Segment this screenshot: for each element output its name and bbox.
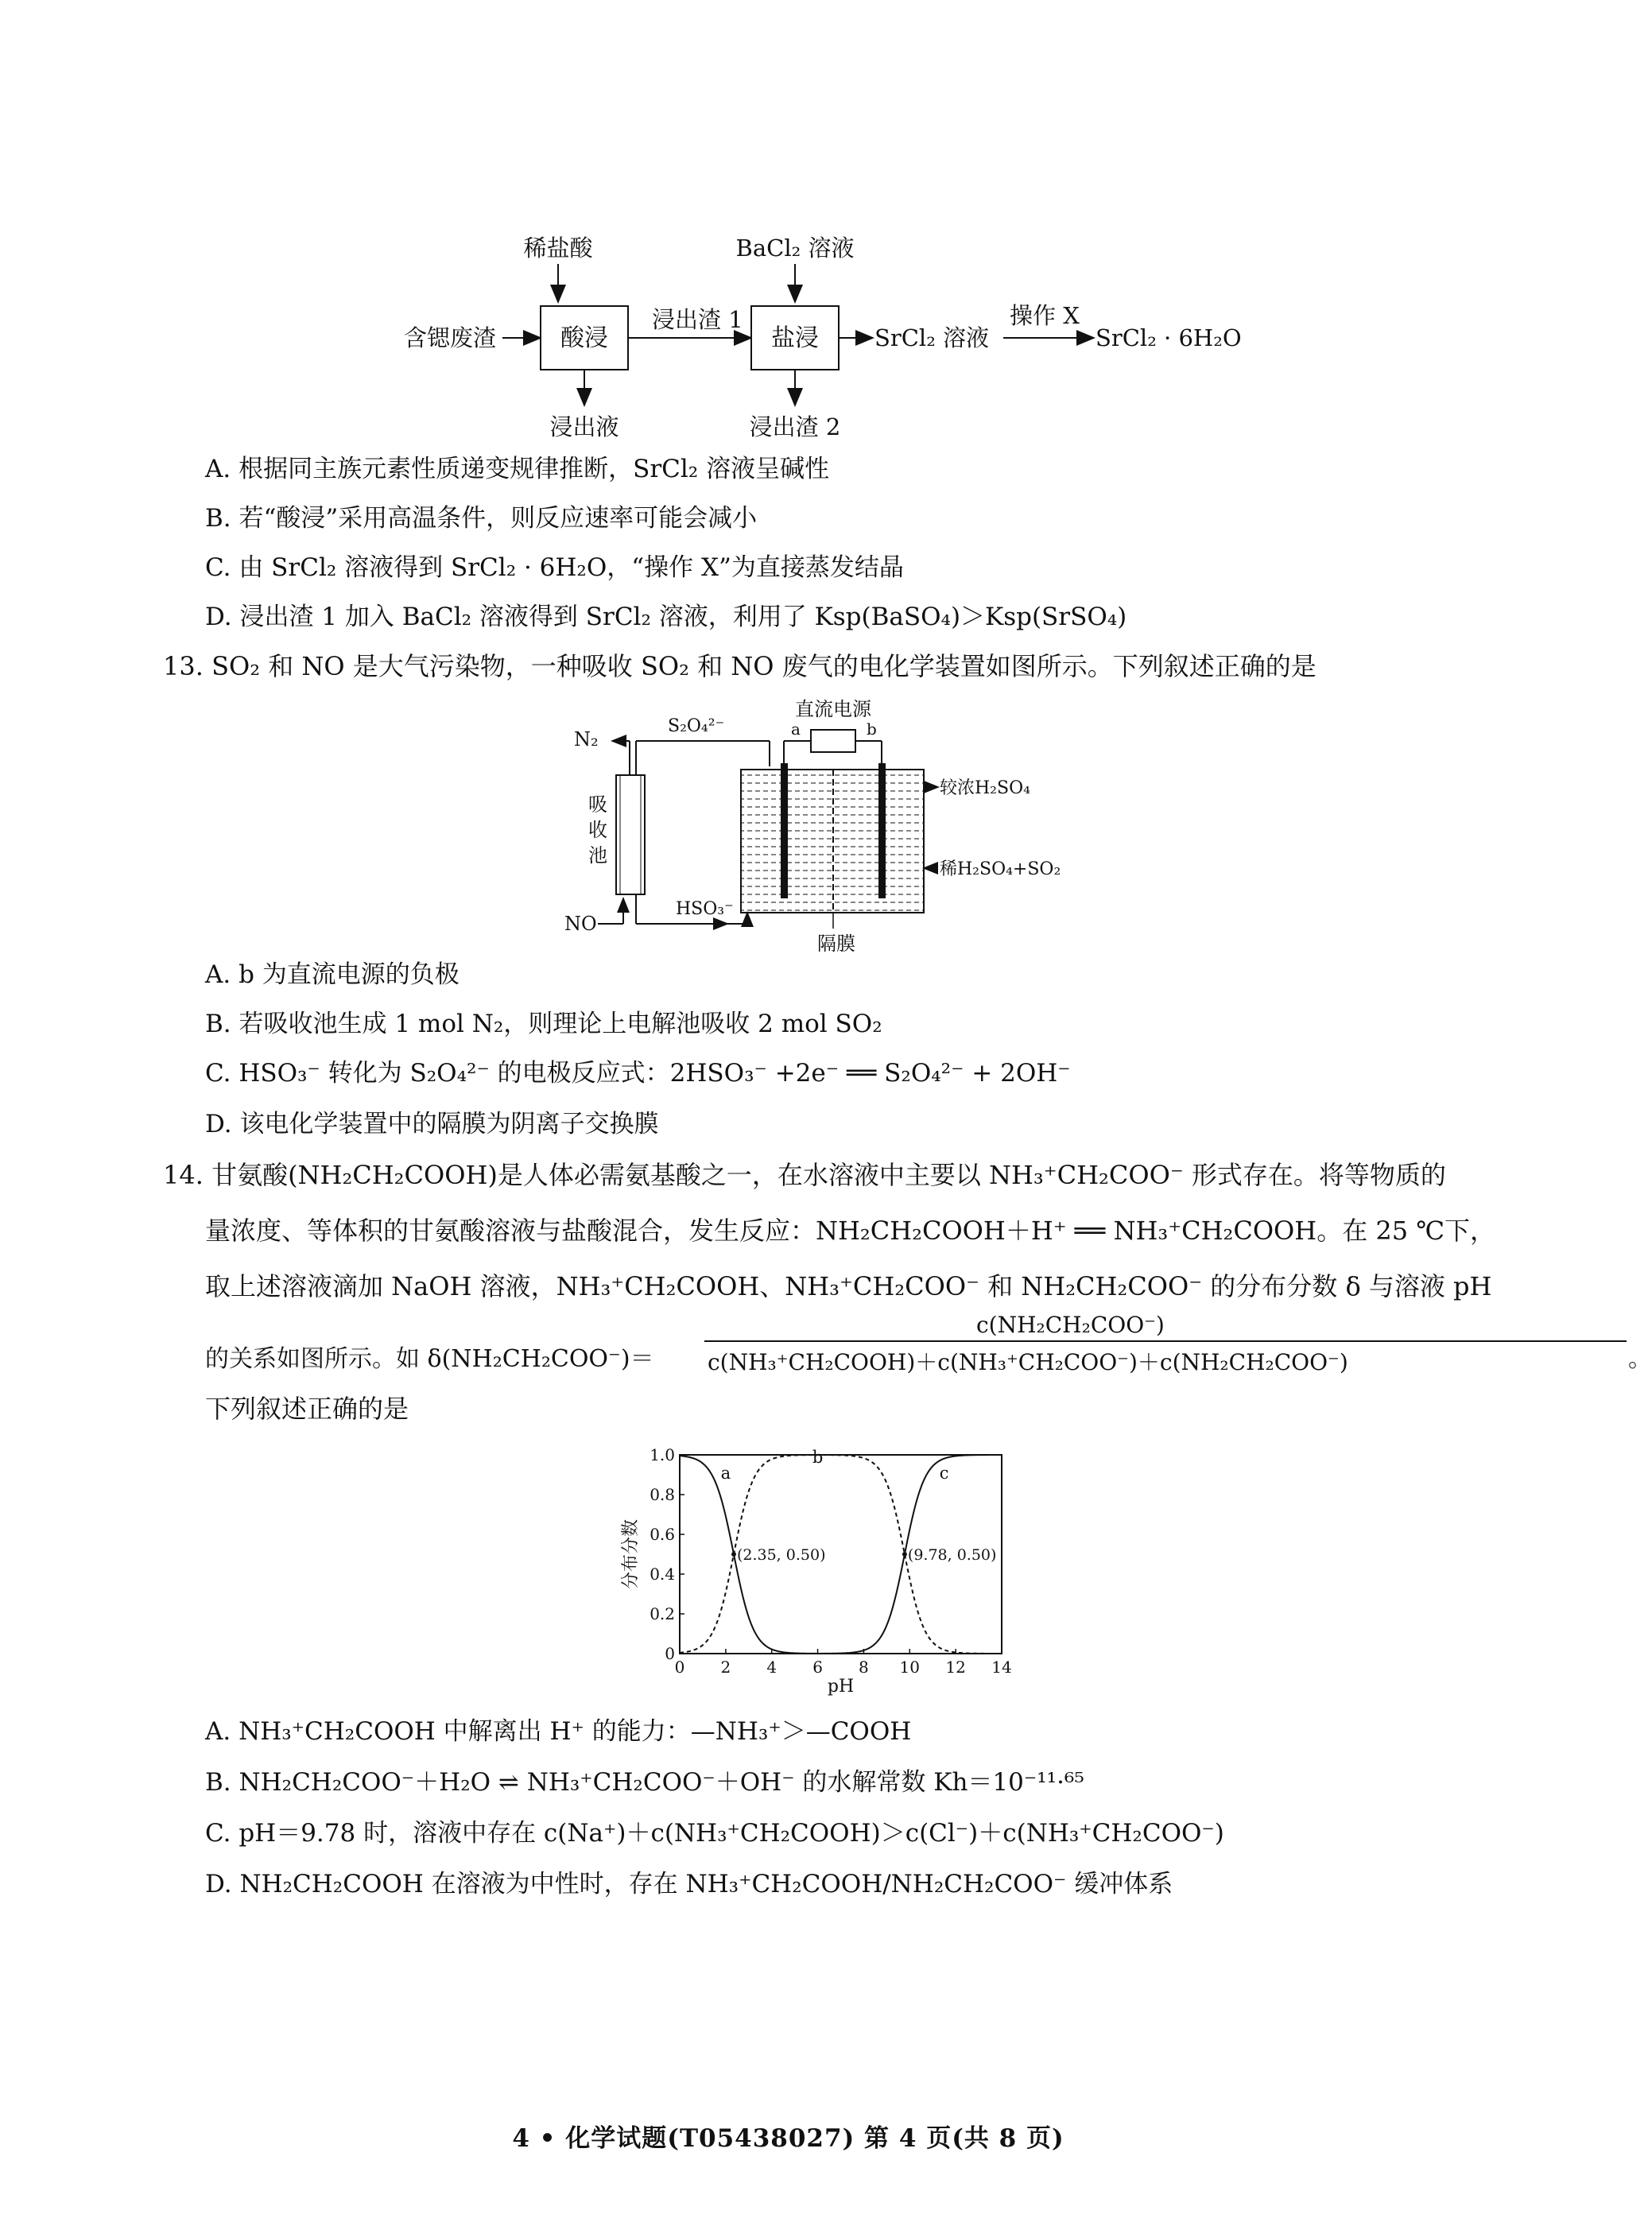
y-tick-label: 0.4 [650,1565,675,1584]
terminal-a-label: a [791,719,801,739]
y-tick-label: 0.6 [650,1525,675,1544]
y-tick-label: 1.0 [650,1445,675,1464]
absorber-label-3: 池 [588,844,607,867]
q13-option-c: C. HSO₃⁻ 转化为 S₂O₄²⁻ 的电极反应式：2HSO₃⁻ +2e⁻ ══ S₂O₄²⁻ + 2OH⁻ [205,1059,1071,1088]
q12-option-c: C. 由 SrCl₂ 溶液得到 SrCl₂ · 6H₂O，“操作 X”为直接蒸发结晶 [205,553,904,582]
q14-stem-line-2: 量浓度、等体积的甘氨酸溶液与盐酸混合，发生反应：NH₂CH₂COOH＋H⁺ ══ NH₃⁺CH₂COOH。在 25 ℃下， [205,1216,1496,1246]
q14-stem-line-3: 取上述溶液滴加 NaOH 溶液，NH₃⁺CH₂COOH、NH₃⁺CH₂COO⁻ 和 NH₂CH₂COO⁻ 的分布分数 δ 与溶液 pH [205,1271,1492,1301]
feed-label: 含锶废渣 [404,324,497,351]
conc-acid-label: 较浓H₂SO₄ [940,778,1030,798]
hso3-label: HSO₃⁻ [676,899,734,919]
s2o4-label: S₂O₄²⁻ [668,716,725,736]
electrode-right [878,763,886,898]
distribution-chart [604,1439,1018,1701]
x-tick-label: 2 [720,1658,731,1677]
process-flowchart [382,223,1272,445]
q12-option-a: A. 根据同主族元素性质递变规律推断，SrCl₂ 溶液呈碱性 [205,455,830,483]
q13-stem: 13. SO₂ 和 NO 是大气污染物，一种吸收 SO₂ 和 NO 废气的电化学装置如图所示。下列叙述正确的是 [163,651,1317,681]
input-acid: 稀盐酸 [523,235,593,262]
formula-prefix: 的关系如图所示。如 δ(NH₂CH₂COO⁻)＝ [205,1345,654,1373]
formula-suffix: 。 [1628,1345,1652,1373]
q13-option-d: D. 该电化学装置中的隔膜为阴离子交换膜 [205,1110,659,1138]
no-label: NO [564,913,597,935]
intersection-annotation: (9.78, 0.50) [907,1546,997,1564]
salt-leach-label: 盐浸 [771,324,819,352]
series-a-label: a [720,1464,731,1483]
x-axis-label: pH [827,1677,855,1697]
operation-x-label: 操作 X [1010,302,1080,329]
q12-option-d: D. 浸出渣 1 加入 BaCl₂ 溶液得到 SrCl₂ 溶液，利用了 Ksp(BaSO₄)＞Ksp(SrSO₄) [205,603,1127,631]
formula-denominator: c(NH₃⁺CH₂COOH)＋c(NH₃⁺CH₂COO⁻)＋c(NH₂CH₂COO⁻) [708,1349,1348,1375]
power-supply [811,730,855,752]
x-tick-label: 12 [945,1658,966,1677]
electrochemical-device-diagram [556,700,1113,954]
absorber-label-2: 收 [588,819,607,841]
y-axis-label: 分布分数 [621,1518,641,1590]
q13-option-b: B. 若吸收池生成 1 mol N₂，则理论上电解池吸收 2 mol SO₂ [205,1010,882,1038]
intersection-point [902,1552,907,1557]
intersection-annotation: (2.35, 0.50) [736,1546,826,1564]
y-tick-label: 0 [665,1644,675,1663]
y-tick-label: 0.8 [650,1485,675,1504]
product2-label: SrCl₂ · 6H₂O [1096,324,1242,351]
x-tick-label: 0 [674,1658,685,1677]
series-b-label: b [812,1448,824,1467]
series-c-label: c [939,1464,949,1483]
x-tick-label: 8 [859,1658,869,1677]
q13-option-a: A. b 为直流电源的负极 [205,960,460,989]
electrode-left [781,763,788,898]
input-bacl2: BaCl₂ 溶液 [735,235,855,262]
y-tick-label: 0.2 [650,1604,675,1623]
product1-label: SrCl₂ 溶液 [874,324,990,351]
residue1-label: 浸出渣 1 [652,306,743,333]
leachate-label: 浸出液 [549,413,619,440]
q14-option-a: A. NH₃⁺CH₂COOH 中解离出 H⁺ 的能力：—NH₃⁺＞—COOH [205,1717,912,1746]
q14-option-b: B. NH₂CH₂COO⁻＋H₂O ⇌ NH₃⁺CH₂COO⁻＋OH⁻ 的水解常数 Kh＝10⁻¹¹·⁶⁵ [205,1768,1084,1797]
q14-stem-line-1: 14. 甘氨酸(NH₂CH₂COOH)是人体必需氨基酸之一，在水溶液中主要以 NH₃⁺CH₂COO⁻ 形式存在。将等物质的 [163,1160,1446,1190]
x-tick-label: 6 [812,1658,823,1677]
x-tick-label: 14 [991,1658,1012,1677]
acid-leach-label: 酸浸 [560,324,608,352]
residue2-label: 浸出渣 2 [749,413,841,440]
dilute-acid-label: 稀H₂SO₄+SO₂ [940,859,1061,879]
terminal-b-label: b [867,719,877,739]
absorber-label-1: 吸 [588,793,607,816]
q14-option-c: C. pH＝9.78 时，溶液中存在 c(Na⁺)＋c(NH₃⁺CH₂COOH)＞c(Cl⁻)＋c(NH₃⁺CH₂COO⁻) [205,1819,1224,1848]
x-tick-label: 4 [766,1658,778,1677]
fraction-bar [704,1340,1627,1342]
q14-option-d: D. NH₂CH₂COOH 在溶液为中性时，存在 NH₃⁺CH₂COOH/NH₂CH₂COO⁻ 缓冲体系 [205,1870,1173,1898]
formula-numerator: c(NH₂CH₂COO⁻) [976,1312,1165,1338]
membrane-label: 隔膜 [817,933,855,955]
q12-option-b: B. 若“酸浸”采用高温条件，则反应速率可能会减小 [205,504,758,533]
page-footer: 4 • 化学试题(T05438027) 第 4 页(共 8 页) [512,2124,1064,2153]
intersection-point [731,1552,736,1557]
power-label: 直流电源 [795,698,871,720]
n2-label: N₂ [574,728,599,750]
x-tick-label: 10 [899,1658,921,1677]
q14-stem-line-4: 下列叙述正确的是 [205,1394,409,1424]
